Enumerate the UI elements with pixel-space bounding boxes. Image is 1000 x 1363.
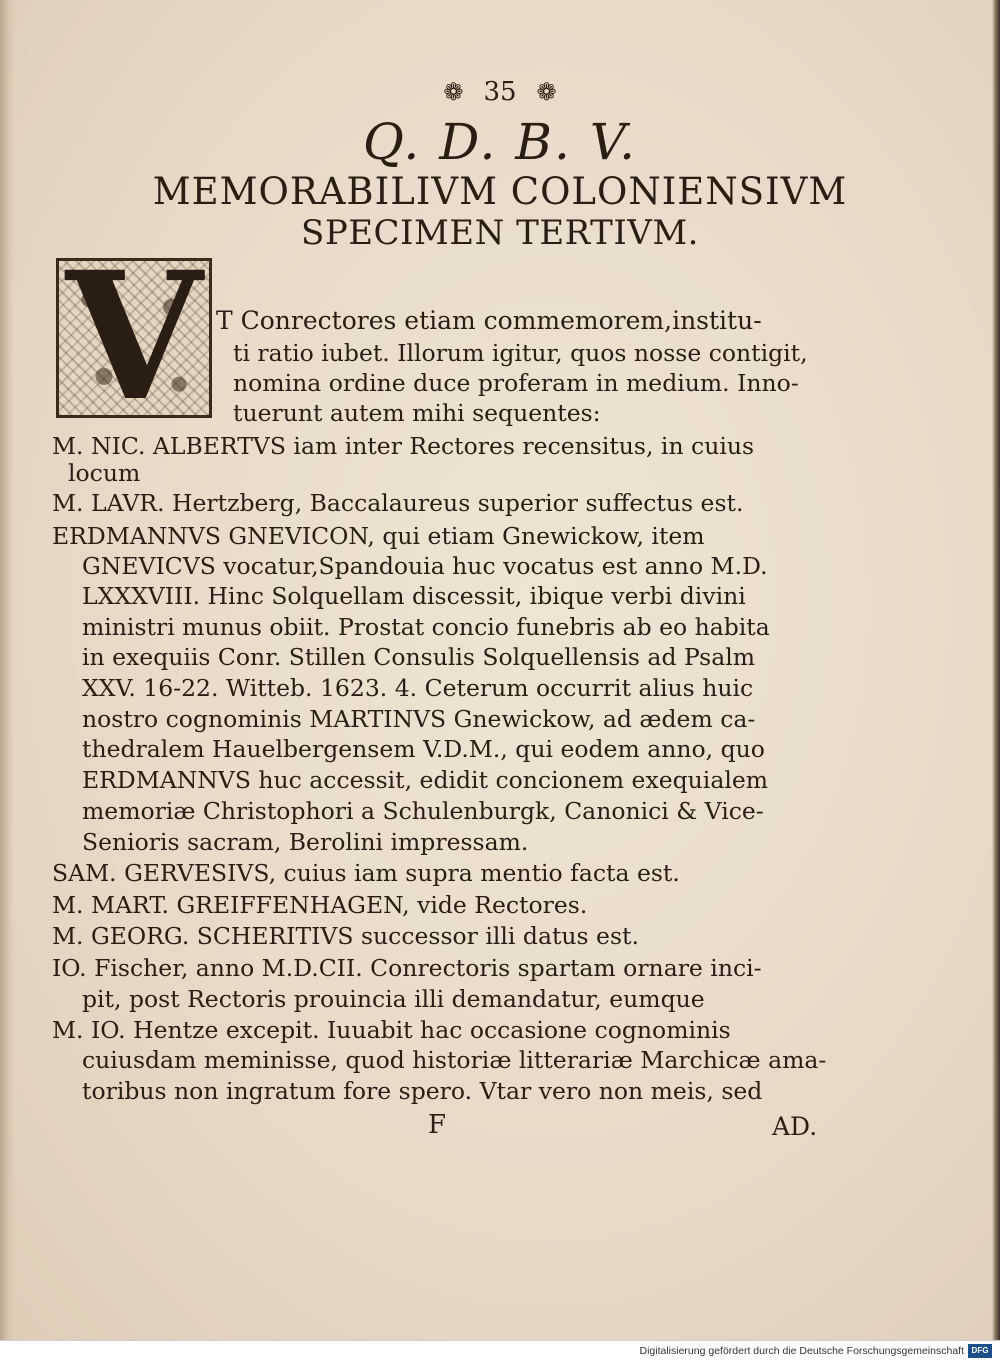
- body-line: ministri munus obiit. Prostat concio funebris ab eo habita: [82, 613, 770, 641]
- page-number: 35: [483, 77, 517, 107]
- footer-bar: [0, 1340, 1000, 1363]
- body-line: in exequiis Conr. Stillen Consulis Solquellensis ad Psalm: [82, 643, 756, 671]
- intro-line: nomina ordine duce proferam in medium. Inno-: [233, 369, 799, 397]
- intro-line: T Conrectores etiam commemorem,institu-: [216, 306, 762, 335]
- body-line: nostro cognominis MARTINVS Gnewickow, ad ædem ca-: [82, 705, 756, 733]
- body-line: thedralem Hauelbergensem V.D.M., qui eodem anno, quo: [82, 735, 765, 763]
- body-line: Senioris sacram, Berolini impressam.: [82, 828, 529, 856]
- title-line-1: MEMORABILIVM COLONIENSIVM: [152, 170, 848, 213]
- catchword: AD.: [772, 1112, 818, 1141]
- body-line: M. MART. GREIFFENHAGEN, vide Rectores.: [52, 891, 588, 919]
- body-line: IO. Fischer, anno M.D.CII. Conrectoris spartam ornare inci-: [52, 954, 762, 982]
- signature-mark: F: [428, 1110, 447, 1140]
- rosette-ornament-left-icon: ❁: [443, 78, 464, 106]
- body-line: memoriæ Christophori a Schulenburgk, Canonici & Vice-: [82, 797, 764, 825]
- dfg-logo-icon: DFG: [968, 1344, 992, 1358]
- title-line-2: SPECIMEN TERTIVM.: [301, 213, 699, 253]
- body-line: GNEVICVS vocatur,Spandouia huc vocatus est anno M.D.: [82, 552, 768, 580]
- intro-line: tuerunt autem mihi sequentes:: [233, 399, 601, 427]
- body-line: ERDMANNVS GNEVICON, qui etiam Gnewickow, item: [52, 522, 705, 550]
- funding-credit: Digitalisierung gefördert durch die Deutsche Forschungsgemeinschaft: [639, 1345, 964, 1357]
- body-line: toribus non ingratum fore spero. Vtar vero non meis, sed: [82, 1077, 763, 1105]
- body-line: XXV. 16-22. Witteb. 1623. 4. Ceterum occurrit alius huic: [82, 674, 754, 702]
- decorated-initial: [56, 233, 212, 440]
- body-line: M. LAVR. Hertzberg, Baccalaureus superior suffectus est.: [52, 489, 744, 517]
- drop-cap-letter: V: [65, 233, 203, 440]
- body-line: M. IO. Hentze excepit. Iuuabit hac occasione cognominis: [52, 1016, 731, 1044]
- page-header: [0, 76, 1000, 108]
- body-line: cuiusdam meminisse, quod historiæ litterariæ Marchicæ ama-: [82, 1046, 827, 1074]
- body-line: M. NIC. ALBERTVS iam inter Rectores recensitus, in cuius: [52, 432, 755, 460]
- body-line: pit, post Rectoris prouincia illi demandatur, eumque: [82, 985, 705, 1013]
- intro-line: ti ratio iubet. Illorum igitur, quos nosse contigit,: [233, 339, 808, 367]
- motto-heading: Q. D. B. V.: [362, 113, 638, 171]
- body-line: SAM. GERVESIVS, cuius iam supra mentio facta est.: [52, 859, 680, 887]
- rosette-ornament-right-icon: ❁: [536, 78, 557, 106]
- body-line: locum: [68, 459, 141, 487]
- body-line: LXXXVIII. Hinc Solquellam discessit, ibique verbi divini: [82, 582, 746, 610]
- body-line: ERDMANNVS huc accessit, edidit concionem exequialem: [82, 766, 769, 794]
- body-line: M. GEORG. SCHERITIVS successor illi datus est.: [52, 922, 639, 950]
